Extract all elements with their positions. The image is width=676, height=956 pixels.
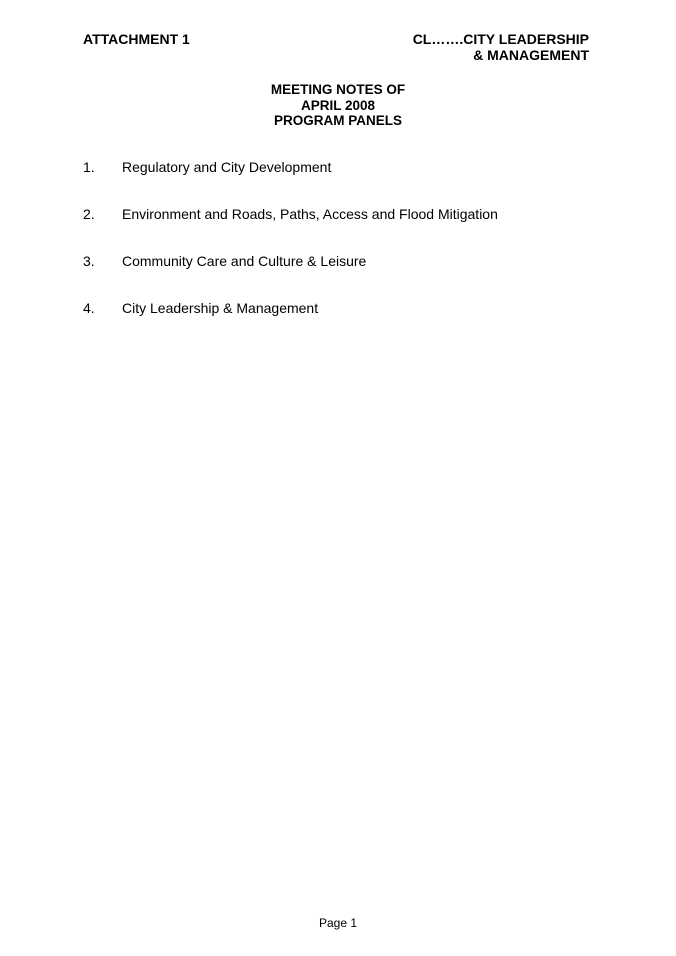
- program-header-line-2: & MANAGEMENT: [473, 47, 589, 63]
- program-header-line-1: CL…….CITY LEADERSHIP: [412, 31, 589, 47]
- title-line-3: PROGRAM PANELS: [273, 113, 402, 128]
- list-item-text: City Leadership & Management: [122, 300, 319, 316]
- title-line-2: APRIL 2008: [300, 97, 376, 113]
- document-title: [0, 82, 676, 129]
- page-number: Page 1: [318, 916, 358, 930]
- list-item: [83, 300, 498, 347]
- list-item-text: Community Care and Culture & Leisure: [122, 253, 367, 269]
- list-item-number: 2.: [83, 206, 95, 222]
- list-item-number: 3.: [83, 253, 95, 269]
- attachment-label: ATTACHMENT 1: [83, 31, 190, 47]
- list-item-text: Regulatory and City Development: [122, 159, 332, 175]
- program-header: [413, 31, 589, 63]
- list-item: [83, 253, 498, 300]
- list-item: [83, 206, 498, 253]
- title-line-1: MEETING NOTES OF: [270, 82, 406, 97]
- list-item-number: 1.: [83, 159, 95, 175]
- list-item: [83, 159, 498, 206]
- program-panel-list: [83, 159, 498, 347]
- list-item-text: Environment and Roads, Paths, Access and Flood Mitigation: [122, 206, 498, 222]
- list-item-number: 4.: [83, 300, 95, 316]
